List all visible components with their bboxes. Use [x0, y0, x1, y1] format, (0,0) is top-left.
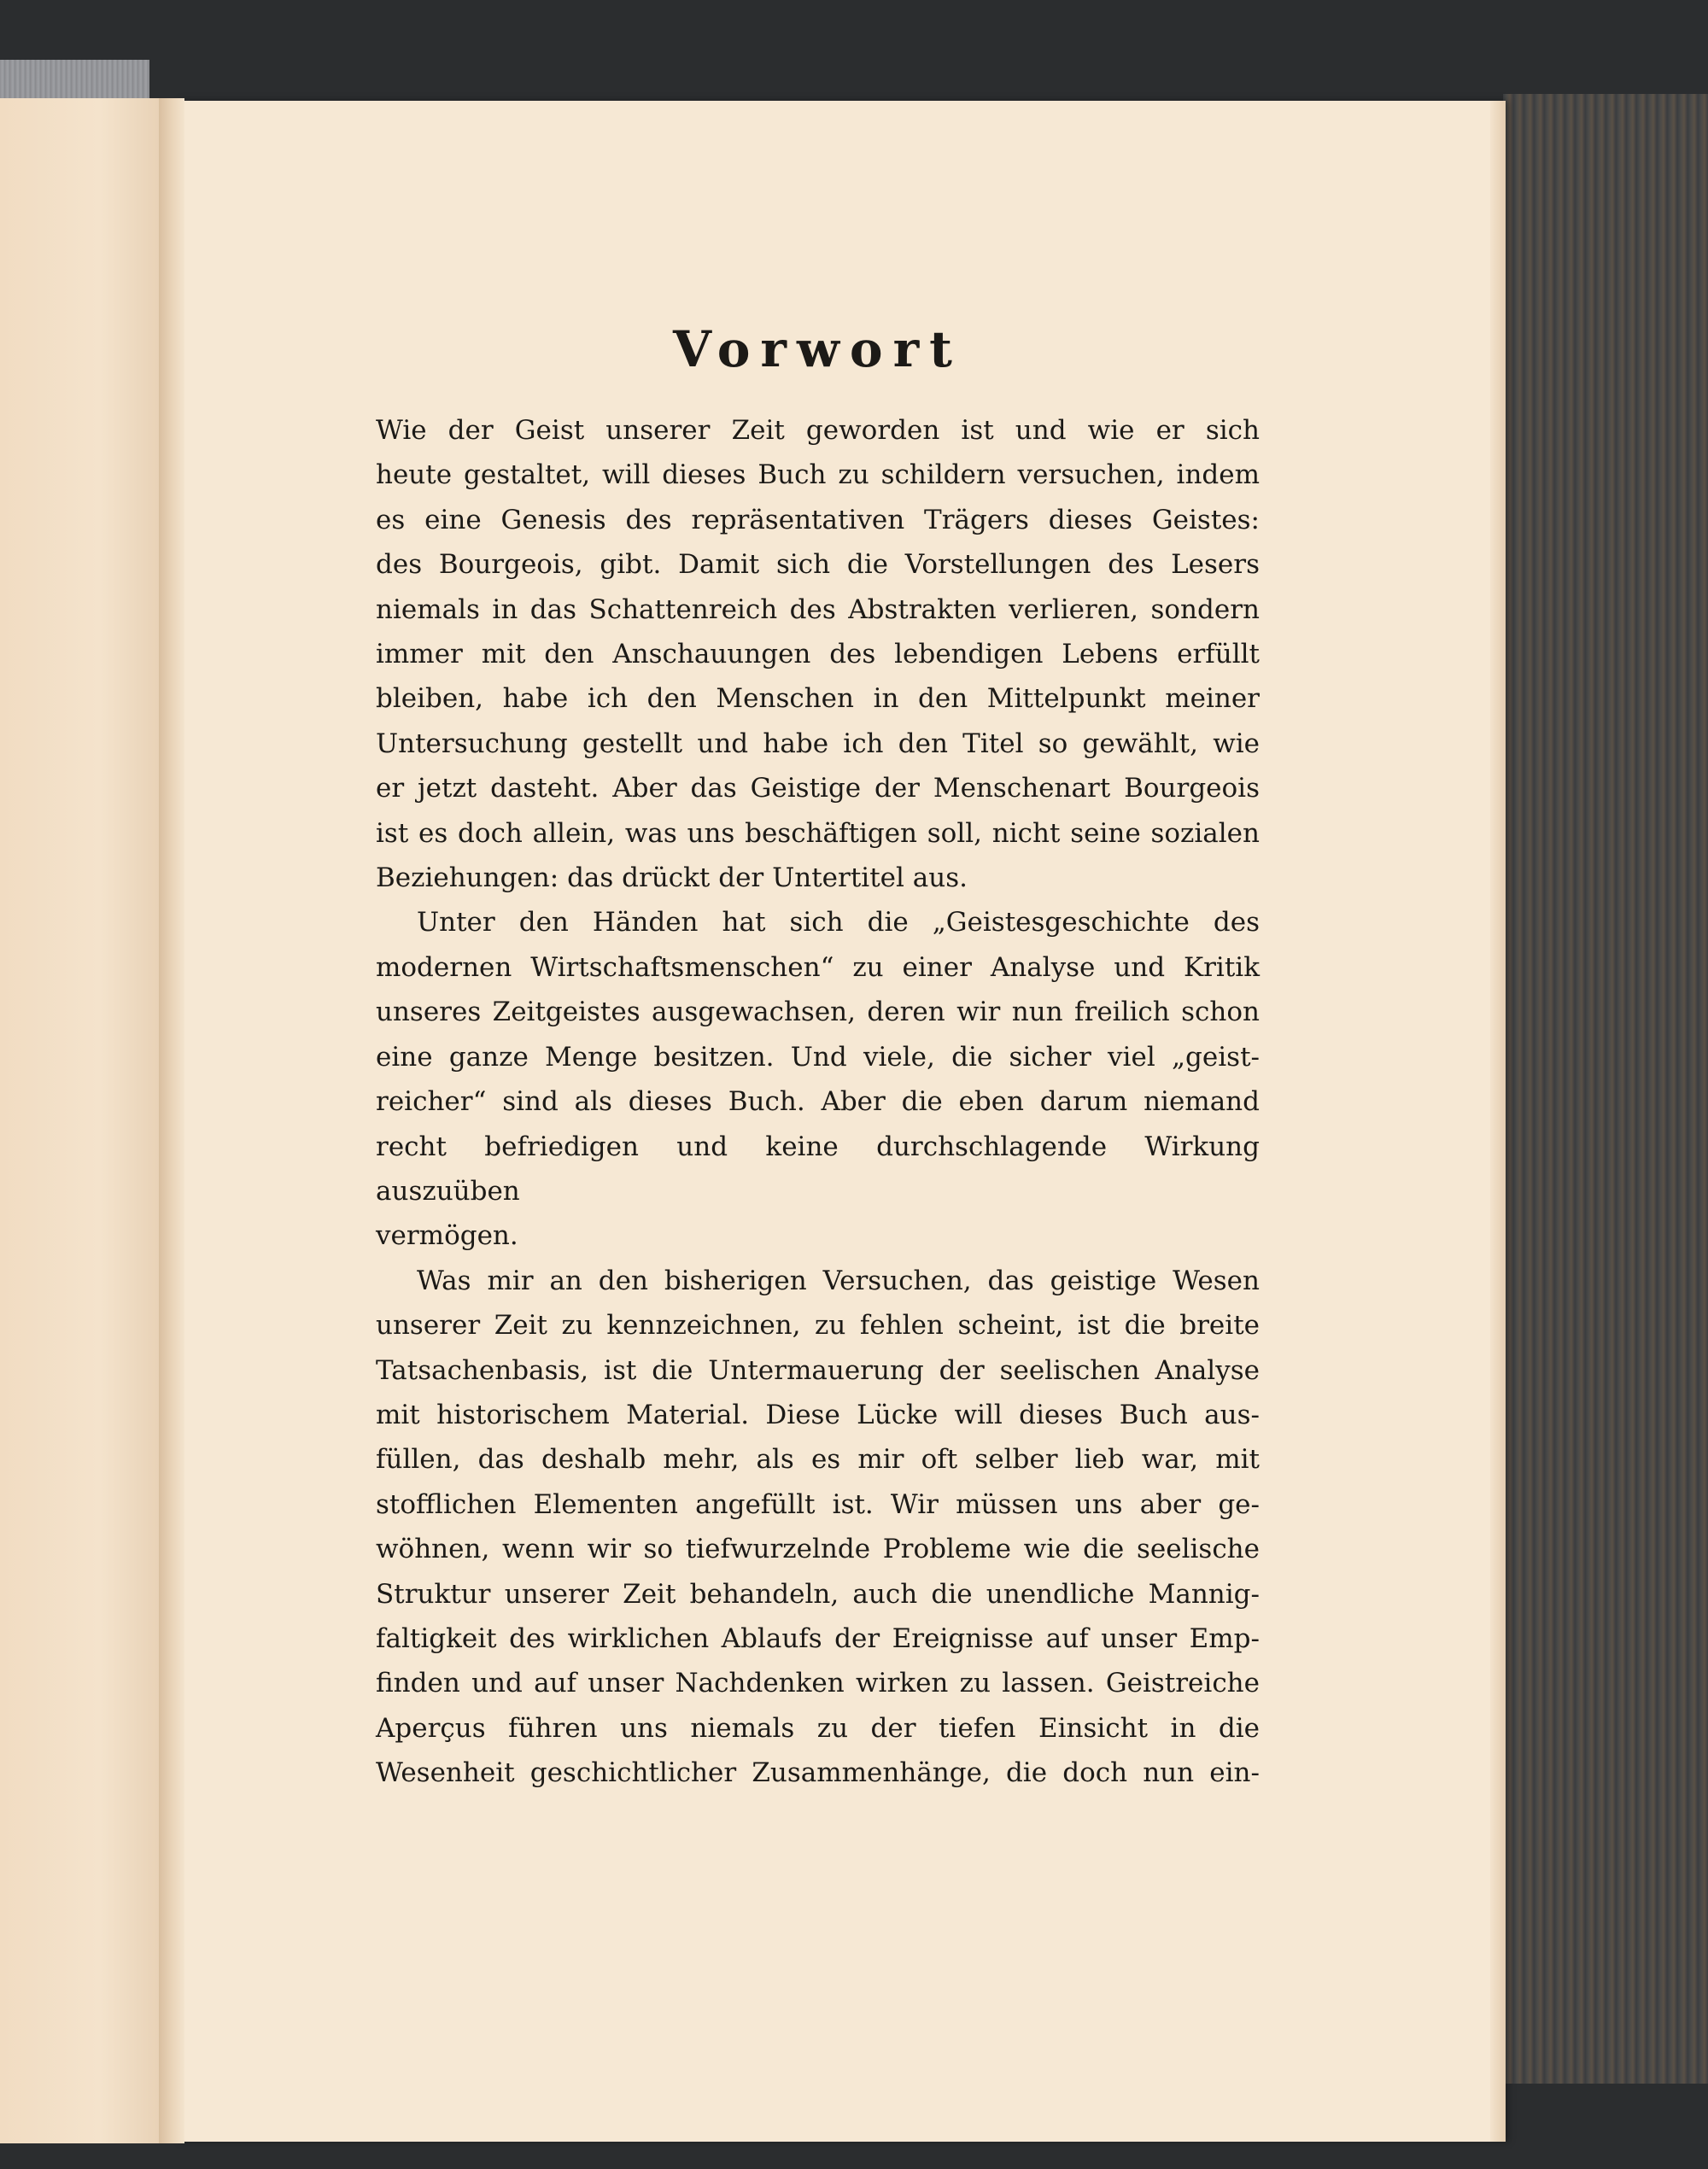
book-gutter [159, 98, 184, 2143]
text-line: vermögen. [376, 1220, 518, 1252]
text-line: heute gestaltet, will dieses Buch zu schildern versuchen, indem [376, 459, 1260, 491]
left-page [0, 98, 167, 2143]
text-line: wöhnen, wenn wir so tiefwurzelnde Probleme wie die seelische [376, 1534, 1260, 1565]
text-line: finden und auf unser Nachdenken wirken zu lassen. Geistreiche [376, 1668, 1260, 1699]
text-line: Tatsachenbasis, ist die Untermauerung der seelischen Analyse [376, 1354, 1260, 1386]
text-line: Was mir an den bisherigen Versuchen, das geistige Wesen [417, 1265, 1260, 1296]
text-line: mit historischem Material. Diese Lücke will dieses Buch aus- [376, 1399, 1260, 1430]
text-line: unseres Zeitgeistes ausgewachsen, deren wir nun freilich schon [376, 997, 1260, 1028]
page-title: Vorwort [673, 320, 962, 378]
page-edge [1490, 101, 1506, 2142]
paragraph-2 [376, 900, 1260, 1258]
text-line: stofflichen Elementen angefüllt ist. Wir müssen uns aber ge- [376, 1488, 1260, 1520]
text-line: faltigkeit des wirklichen Ablaufs der Ereignisse auf unser Emp- [376, 1622, 1260, 1654]
text-line: immer mit den Anschauungen des lebendigen Lebens erfüllt [376, 639, 1260, 670]
page-text-block [376, 320, 1260, 1796]
book-cover-right [1503, 94, 1708, 2084]
text-line: ist es doch allein, was uns beschäftigen soll, nicht seine sozialen [376, 817, 1260, 849]
text-line: reicher“ sind als dieses Buch. Aber die eben darum niemand [376, 1086, 1260, 1118]
paragraph-3 [376, 1259, 1260, 1796]
text-line: recht befriedigen und keine durchschlagende Wirkung auszuüben [376, 1131, 1260, 1207]
text-line: Wie der Geist unserer Zeit geworden ist und wie er sich [376, 415, 1260, 446]
text-line: des Bourgeois, gibt. Damit sich die Vorstellungen des Lesers [376, 549, 1260, 581]
text-line: es eine Genesis des repräsentativen Trägers dieses Geistes: [376, 504, 1260, 535]
text-line: Aperçus führen uns niemals zu der tiefen Einsicht in die [376, 1712, 1260, 1744]
text-line: füllen, das deshalb mehr, als es mir oft selber lieb war, mit [376, 1444, 1260, 1476]
text-line: bleiben, habe ich den Menschen in den Mittelpunkt meiner [376, 683, 1260, 715]
text-line: unserer Zeit zu kennzeichnen, zu fehlen scheint, ist die breite [376, 1310, 1260, 1342]
text-line: niemals in das Schattenreich des Abstrakten verlieren, sondern [376, 593, 1260, 625]
text-line: Untersuchung gestellt und habe ich den Titel so gewählt, wie [376, 728, 1260, 759]
text-line: Beziehungen: das drückt der Untertitel aus. [376, 862, 968, 894]
paragraph-1 [376, 408, 1260, 900]
text-line: er jetzt dasteht. Aber das Geistige der Menschenart Bourgeois [376, 773, 1260, 804]
text-line: modernen Wirtschaftsmenschen“ zu einer Analyse und Kritik [376, 951, 1260, 983]
text-line: eine ganze Menge besitzen. Und viele, die sicher viel „geist- [376, 1041, 1260, 1073]
text-line: Unter den Händen hat sich die „Geistesgeschichte des [417, 907, 1260, 938]
text-line: Struktur unserer Zeit behandeln, auch die unendliche Mannig- [376, 1578, 1260, 1610]
text-line: Wesenheit geschichtlicher Zusammenhänge, die doch nun ein- [376, 1757, 1260, 1789]
